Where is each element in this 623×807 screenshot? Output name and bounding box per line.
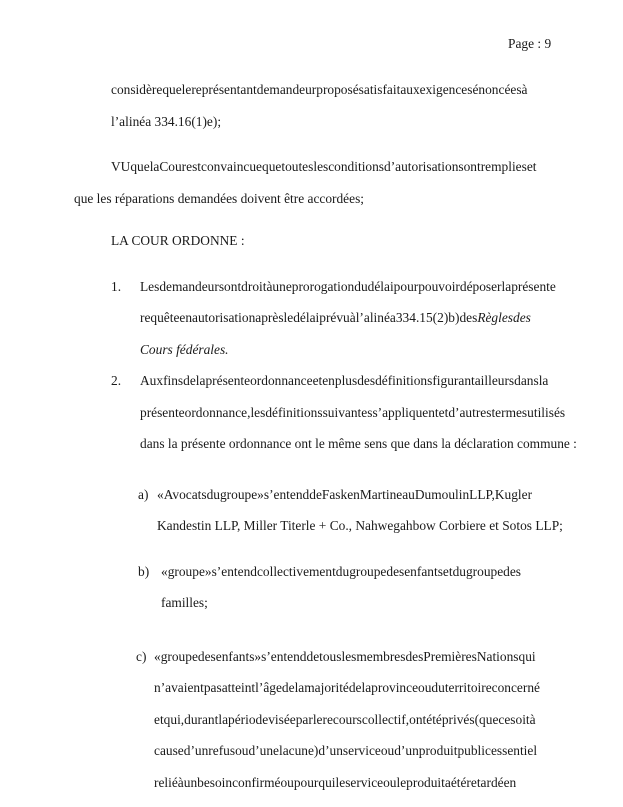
word: groupe	[167, 563, 205, 579]
word: Avocats	[163, 486, 207, 502]
word: remplies	[480, 159, 527, 175]
definition-b-line-1	[161, 563, 522, 580]
word: ou	[418, 680, 432, 696]
word: s’entend	[211, 563, 257, 579]
word: délai	[293, 310, 320, 326]
word: en	[503, 774, 517, 790]
word: pas	[203, 680, 222, 696]
definition-c-letter: c)	[136, 648, 147, 664]
word: produit	[406, 774, 445, 790]
word: définitions	[375, 373, 433, 389]
definition-c-line-3	[154, 711, 536, 728]
word: membres	[356, 648, 406, 664]
word: soit	[510, 711, 530, 727]
word: la	[218, 711, 229, 727]
word: du	[335, 563, 350, 579]
word: considère	[111, 82, 163, 98]
word: recours	[322, 711, 362, 727]
word: (que	[474, 711, 499, 727]
word: «	[161, 563, 168, 579]
word: d’un	[394, 743, 419, 759]
item-1-number: 1.	[111, 278, 122, 294]
word: ou	[380, 743, 395, 759]
item-1-line-3	[140, 342, 229, 358]
word: et	[312, 373, 323, 389]
word: suivantes	[322, 404, 373, 420]
word: confirmé	[232, 774, 281, 790]
word: et	[438, 404, 449, 420]
word: un	[183, 774, 198, 790]
word: la	[361, 680, 372, 696]
word: besoin	[197, 774, 233, 790]
definition-a-line-2: Kandestin LLP, Miller Titerle + Co., Nahwegahbow Corbiere et Sotos LLP;	[157, 518, 563, 534]
word: été	[450, 774, 467, 790]
definition-c-line-1	[154, 648, 536, 665]
word: n’avaient	[154, 680, 204, 696]
word: tous	[319, 648, 342, 664]
word: convaincue	[201, 159, 262, 175]
word: exigences	[419, 82, 473, 98]
word: à	[177, 774, 184, 790]
word: province	[371, 680, 419, 696]
word: Cour	[159, 159, 187, 175]
word: de	[309, 486, 322, 502]
word: Aux	[140, 373, 164, 389]
word: refus	[208, 743, 236, 759]
word: de	[306, 648, 320, 664]
vu-line-1	[111, 159, 537, 175]
word: collectivement	[256, 563, 336, 579]
word: Premières	[423, 648, 477, 664]
word: public	[457, 743, 491, 759]
word: par	[295, 711, 313, 727]
word: produit	[418, 743, 458, 759]
word: utilisés	[527, 404, 566, 420]
word: d’autorisation	[384, 159, 459, 175]
word: sont	[458, 159, 481, 175]
word: demandeur	[256, 82, 317, 98]
word: du	[206, 486, 220, 502]
word: le	[312, 711, 323, 727]
word: Martineau	[359, 486, 415, 502]
word: ou	[383, 774, 397, 790]
word: l’alinéa	[355, 310, 396, 326]
word: énoncées	[472, 82, 522, 98]
vu-line-2: que les réparations demandées doivent être accordées;	[74, 190, 364, 206]
word: ont	[409, 711, 427, 727]
word: majorité	[304, 680, 349, 696]
word: relié	[154, 774, 178, 790]
word: que	[162, 82, 182, 98]
word: satisfait	[358, 82, 401, 98]
definition-b-line-2: familles;	[161, 595, 208, 611]
word: requête	[140, 310, 180, 326]
definition-c-line-5	[154, 774, 517, 791]
word: en	[322, 373, 335, 389]
definition-a-line-1	[157, 486, 533, 503]
word: termes	[491, 404, 528, 420]
word: pour	[393, 278, 419, 294]
word: les	[250, 404, 266, 420]
word: s’entend	[261, 648, 307, 664]
word: la	[538, 373, 549, 389]
word: demandeurs	[159, 278, 225, 294]
word: service	[342, 743, 381, 759]
definition-b-letter: b)	[138, 563, 150, 579]
word: Kugler	[494, 486, 533, 502]
word: le	[396, 774, 407, 790]
intro-line-2: l’alinéa 334.16(1)e);	[111, 113, 222, 129]
word: des	[386, 563, 405, 579]
word: la	[501, 278, 512, 294]
word: 334.15(2)b)	[395, 310, 460, 326]
word: d’un	[318, 743, 343, 759]
word: a	[444, 774, 451, 790]
word: durant	[184, 711, 219, 727]
item-2-number: 2.	[111, 373, 122, 389]
word: plus	[334, 373, 358, 389]
word: en	[179, 310, 193, 326]
word: été	[426, 711, 442, 727]
item-2-line-1	[140, 373, 549, 389]
word: de	[183, 373, 196, 389]
word: ont	[224, 278, 242, 294]
word: d’une	[248, 743, 279, 759]
word: ou	[235, 743, 249, 759]
word: proposé	[316, 82, 359, 98]
word: que	[262, 159, 282, 175]
word: ce	[498, 711, 511, 727]
word: et	[442, 563, 453, 579]
word: territoire	[444, 680, 492, 696]
definition-a-letter: a)	[138, 486, 149, 502]
word: ailleurs	[474, 373, 515, 389]
item-2-line-2	[140, 404, 566, 421]
word: enfants	[215, 648, 255, 664]
word: groupe	[349, 563, 387, 579]
word: ordonnance,	[184, 404, 251, 420]
word: groupe	[160, 648, 198, 664]
word: présente	[511, 278, 556, 294]
word: le	[181, 82, 192, 98]
item-1-line-2	[140, 310, 531, 326]
word: «	[157, 486, 164, 502]
word: à	[266, 278, 273, 294]
word: période	[228, 711, 269, 727]
word: visée	[268, 711, 296, 727]
word: la	[149, 159, 160, 175]
word: le	[335, 774, 346, 790]
word: et	[526, 159, 537, 175]
word: des	[459, 310, 478, 326]
word: de	[348, 680, 362, 696]
word: toutes	[281, 159, 314, 175]
word: service	[345, 774, 384, 790]
word: enfants	[404, 563, 443, 579]
word: ordonnance	[250, 373, 313, 389]
word: et	[154, 711, 164, 727]
word: la	[294, 680, 305, 696]
word: déposer	[459, 278, 502, 294]
word: »	[254, 648, 262, 664]
word: pour	[293, 774, 319, 790]
word: des	[197, 648, 216, 664]
word: à	[529, 711, 536, 727]
word: du	[431, 680, 445, 696]
word: groupe	[465, 563, 504, 579]
rules-citation: Cours fédérales.	[140, 341, 229, 357]
word: Nations	[476, 648, 519, 664]
word: droit	[241, 278, 267, 294]
intro-line-1	[111, 82, 528, 98]
word: prévu	[319, 310, 350, 326]
word: aux	[400, 82, 420, 98]
word: LLP,	[469, 486, 495, 502]
word: retardé	[466, 774, 504, 790]
word: une	[272, 278, 292, 294]
word: de	[281, 680, 295, 696]
word: représentant	[191, 82, 257, 98]
word: après	[255, 310, 284, 326]
word: atteint	[221, 680, 256, 696]
word: d’autres	[448, 404, 492, 420]
word: présente	[140, 404, 185, 420]
word: présente	[205, 373, 251, 389]
word: s’entend	[263, 486, 310, 502]
word: collectif,	[361, 711, 410, 727]
word: «	[154, 648, 161, 664]
word: l’âge	[255, 680, 282, 696]
word: Les	[140, 278, 160, 294]
word: pouvoir	[418, 278, 460, 294]
word: à	[349, 310, 356, 326]
word: qui	[518, 648, 536, 664]
word: groupe	[219, 486, 258, 502]
word: les	[341, 648, 357, 664]
word: à	[521, 82, 528, 98]
word: figurant	[432, 373, 475, 389]
word: »	[204, 563, 212, 579]
word: s’appliquent	[372, 404, 439, 420]
italic-word: des	[513, 310, 531, 326]
word: du	[354, 278, 368, 294]
word: ou	[280, 774, 294, 790]
word: les	[313, 159, 329, 175]
word: des	[405, 648, 424, 664]
word: lacune)	[278, 743, 319, 759]
word: le	[283, 310, 294, 326]
word: qui	[318, 774, 336, 790]
italic-word: Règles	[477, 310, 514, 326]
order-heading: LA COUR ORDONNE :	[111, 232, 245, 248]
word: délai	[367, 278, 394, 294]
page-number: Page : 9	[508, 36, 552, 52]
word: prorogation	[291, 278, 355, 294]
word: d’un	[183, 743, 209, 759]
word: autorisation	[192, 310, 256, 326]
word: »	[257, 486, 264, 502]
word: qui,	[163, 711, 185, 727]
word: que	[130, 159, 150, 175]
item-1-line-1	[140, 278, 556, 295]
definition-c-line-4	[154, 743, 538, 759]
item-2-line-3: dans la présente ordonnance ont le même sens que dans la déclaration commune :	[140, 436, 577, 452]
word: fins	[163, 373, 184, 389]
word: du	[452, 563, 466, 579]
word: Dumoulin	[414, 486, 470, 502]
word: VU	[111, 159, 131, 175]
word: concerné	[491, 680, 540, 696]
word: Fasken	[321, 486, 360, 502]
word: privés	[441, 711, 475, 727]
word: est	[186, 159, 202, 175]
word: dans	[514, 373, 539, 389]
word: cause	[154, 743, 184, 759]
word: des	[357, 373, 376, 389]
word: la	[195, 373, 206, 389]
word: définitions	[265, 404, 323, 420]
word: conditions	[328, 159, 385, 175]
definition-c-line-2	[154, 680, 540, 696]
word: essentiel	[490, 743, 538, 759]
word: des	[503, 563, 522, 579]
